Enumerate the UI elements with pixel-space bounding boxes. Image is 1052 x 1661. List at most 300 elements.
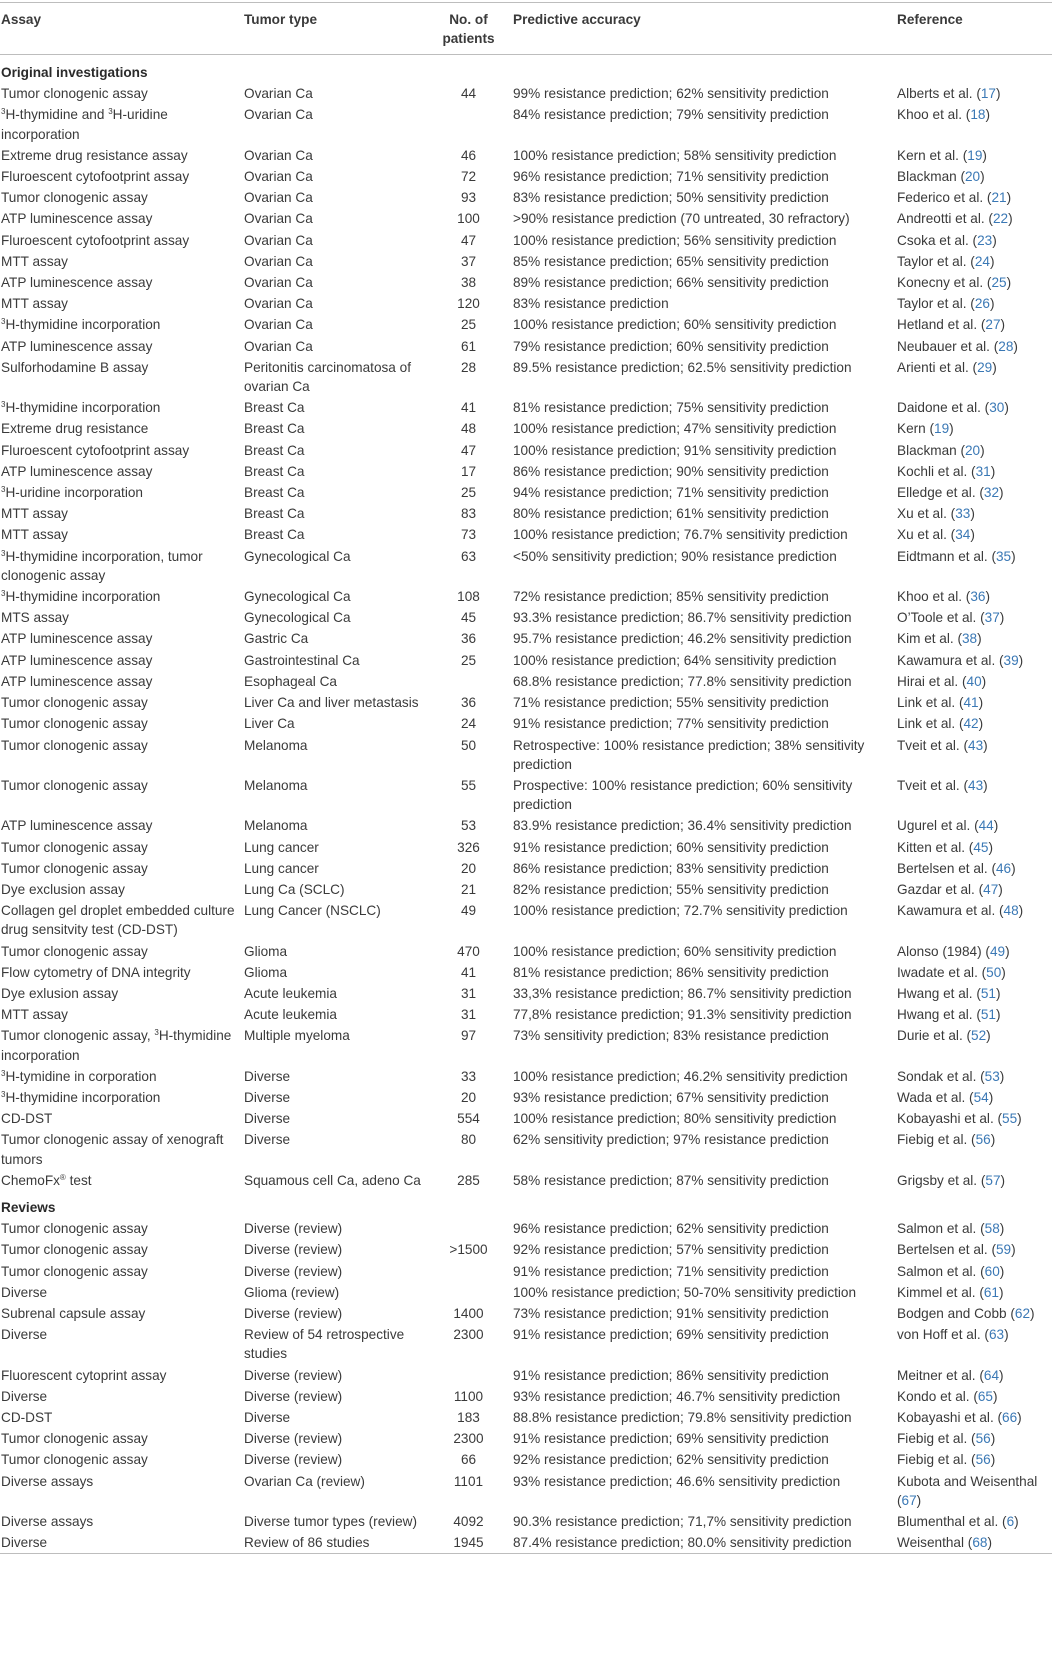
reference-author: Blumenthal et al. bbox=[897, 1514, 999, 1530]
reference-cell: Taylor et al. (26) bbox=[897, 296, 995, 312]
reference-author: Fiebig et al. bbox=[897, 1431, 968, 1447]
reference-number-link[interactable]: 38 bbox=[961, 631, 978, 647]
reference-number-link[interactable]: 33 bbox=[955, 506, 971, 522]
assay-cell bbox=[0, 546, 243, 586]
patients-cell: 285 bbox=[457, 1172, 480, 1188]
table-row bbox=[0, 692, 1052, 713]
tumor-type-cell: Diverse bbox=[244, 1132, 291, 1148]
reference-cell: Kitten et al. (45) bbox=[897, 839, 993, 855]
superscript: 3 bbox=[1, 548, 6, 558]
table-row bbox=[0, 586, 1052, 607]
table-header bbox=[0, 3, 1052, 55]
assay-text: H-tymidine in corporation bbox=[5, 1068, 157, 1084]
assay-cell: MTT assay bbox=[1, 527, 68, 543]
predictive-accuracy-cell: 91% resistance prediction; 69% sensitivity prediction bbox=[513, 1327, 829, 1343]
tumor-type-cell: Diverse bbox=[244, 1111, 291, 1127]
assay-cell: Tumor clonogenic assay bbox=[1, 716, 148, 732]
assay-cell: Diverse bbox=[1, 1388, 48, 1404]
table-row bbox=[0, 607, 1052, 628]
reference-author: Grigsby et al. bbox=[897, 1172, 978, 1188]
reference-number-link[interactable]: 20 bbox=[965, 169, 981, 185]
assay-text: test bbox=[65, 1172, 92, 1188]
predictive-accuracy-cell: 96% resistance prediction; 62% sensitivity prediction bbox=[513, 1221, 829, 1237]
tumor-type-cell: Glioma (review) bbox=[244, 1284, 340, 1300]
reference-author: Tveit et al. bbox=[897, 777, 960, 793]
table-row bbox=[0, 524, 1052, 545]
section-row bbox=[0, 55, 1052, 84]
assay-text: H-uridine incorporation bbox=[1, 107, 168, 142]
reference-author: Link et al. bbox=[897, 695, 956, 711]
superscript: 3 bbox=[154, 1028, 159, 1038]
predictive-accuracy-cell: 91% resistance prediction; 69% sensitivity prediction bbox=[513, 1431, 829, 1447]
tumor-type-cell: Breast Ca bbox=[244, 442, 305, 458]
predictive-accuracy-cell: 96% resistance prediction; 71% sensitivity prediction bbox=[513, 169, 829, 185]
reference-number-link[interactable]: 22 bbox=[992, 211, 1009, 227]
assay-cell bbox=[0, 1066, 243, 1087]
reference-number-link[interactable]: 56 bbox=[975, 1431, 991, 1447]
table-row bbox=[0, 735, 1052, 775]
predictive-accuracy-cell: 81% resistance prediction; 75% sensitivity prediction bbox=[513, 400, 829, 416]
reference-cell: Blumenthal et al. (6) bbox=[897, 1514, 1019, 1530]
assay-cell: CD-DST bbox=[1, 1111, 53, 1127]
predictive-accuracy-cell: 100% resistance prediction; 60% sensitivity prediction bbox=[513, 317, 837, 333]
reference-cell: Konecny et al. (25) bbox=[897, 275, 1012, 291]
reference-author: Sondak et al. bbox=[897, 1068, 977, 1084]
patients-cell: 53 bbox=[460, 818, 477, 834]
tumor-type-cell: Ovarian Ca bbox=[244, 232, 313, 248]
superscript: 3 bbox=[108, 107, 113, 117]
predictive-accuracy-cell: 93% resistance prediction; 67% sensitivity prediction bbox=[513, 1089, 829, 1105]
reference-author: Kobayashi et al. bbox=[897, 1111, 994, 1127]
tumor-type-cell: Glioma bbox=[244, 943, 288, 959]
reference-author: Hirai et al. bbox=[897, 673, 959, 689]
predictive-accuracy-cell: 95.7% resistance prediction; 46.2% sensitivity prediction bbox=[513, 631, 852, 647]
section-row bbox=[0, 1191, 1052, 1218]
reference-number-link[interactable]: 17 bbox=[980, 86, 996, 102]
reference-author: Daidone et al. bbox=[897, 400, 981, 416]
assay-text: H-thymidine incorporation bbox=[5, 317, 161, 333]
assay-text: H-thymidine and bbox=[5, 107, 109, 123]
predictive-accuracy-cell: 93% resistance prediction; 46.6% sensitivity prediction bbox=[513, 1473, 841, 1489]
reference-number-link[interactable]: 39 bbox=[1003, 652, 1019, 668]
assay-cell: Tumor clonogenic assay bbox=[1, 1431, 148, 1447]
reference-cell: Alonso (1984) (49) bbox=[897, 943, 1010, 959]
reference-number-link[interactable]: 48 bbox=[1003, 903, 1019, 919]
reference-author: Blackman bbox=[897, 169, 957, 185]
reference-author: Federico et al. bbox=[897, 190, 984, 206]
table-row bbox=[0, 1170, 1052, 1191]
patients-cell: 37 bbox=[460, 253, 477, 269]
predictive-accuracy-cell: Prospective: 100% resistance prediction; 60% sensitivity prediction bbox=[513, 777, 853, 813]
reference-cell: Kondo et al. (65) bbox=[897, 1388, 998, 1404]
reference-number-link[interactable]: 63 bbox=[988, 1327, 1005, 1343]
reference-cell: Kern (19) bbox=[897, 421, 954, 437]
superscript: 3 bbox=[1, 1089, 6, 1099]
predictive-accuracy-cell: 68.8% resistance prediction; 77.8% sensitivity prediction bbox=[513, 673, 852, 689]
patients-cell: 17 bbox=[460, 463, 477, 479]
predictive-accuracy-cell: 81% resistance prediction; 86% sensitivity prediction bbox=[513, 964, 829, 980]
patients-cell: 326 bbox=[457, 839, 480, 855]
patients-cell: 47 bbox=[460, 232, 477, 248]
reference-cell: Salmon et al. (58) bbox=[897, 1221, 1005, 1237]
reference-number-link[interactable]: 58 bbox=[984, 1221, 1000, 1237]
reference-number-link[interactable]: 45 bbox=[973, 839, 989, 855]
assay-cell: Tumor clonogenic assay bbox=[1, 86, 148, 102]
reference-author: Kim et al. bbox=[897, 631, 954, 647]
assay-cell: Fluroescent cytofootprint assay bbox=[1, 169, 190, 185]
reference-cell: Kubota and Weisenthal (67) bbox=[897, 1473, 1038, 1508]
reference-author: Meitner et al. bbox=[897, 1367, 976, 1383]
predictive-accuracy-cell: 100% resistance prediction; 72.7% sensitivity prediction bbox=[513, 903, 848, 919]
reference-number-link[interactable]: 6 bbox=[1006, 1514, 1015, 1530]
reference-number-link[interactable]: 37 bbox=[984, 610, 1000, 626]
header-tumor-type: Tumor type bbox=[243, 3, 428, 55]
patients-cell: 1101 bbox=[453, 1473, 484, 1489]
reference-number-link[interactable]: 40 bbox=[966, 673, 982, 689]
reference-cell: Xu et al. (33) bbox=[897, 506, 975, 522]
predictive-accuracy-cell: 91% resistance prediction; 77% sensitivity prediction bbox=[513, 716, 829, 732]
assay-text: H-thymidine incorporation bbox=[5, 589, 161, 605]
predictive-accuracy-cell: Retrospective: 100% resistance prediction; 38% sensitivity prediction bbox=[513, 737, 865, 772]
assay-cell: ATP luminescence assay bbox=[1, 652, 153, 668]
assay-text: H-thymidine incorporation bbox=[1, 1028, 232, 1063]
superscript: 3 bbox=[1, 1068, 6, 1078]
reference-cell: Sondak et al. (53) bbox=[897, 1068, 1005, 1084]
patients-cell: 36 bbox=[460, 631, 477, 647]
section-title: Reviews bbox=[1, 1199, 56, 1215]
reference-number-link[interactable]: 52 bbox=[971, 1028, 987, 1044]
reference-cell: Kobayashi et al. (66) bbox=[897, 1410, 1022, 1425]
reference-number-link[interactable]: 61 bbox=[983, 1284, 999, 1300]
patients-cell bbox=[428, 671, 512, 692]
table-row bbox=[0, 357, 1052, 397]
reference-cell: Andreotti et al. (22) bbox=[897, 211, 1013, 227]
predictive-accuracy-cell: 100% resistance prediction; 91% sensitivity prediction bbox=[513, 442, 837, 458]
table-row bbox=[0, 336, 1052, 357]
table-row bbox=[0, 713, 1052, 734]
reference-number-link[interactable]: 42 bbox=[963, 716, 979, 732]
table-row bbox=[0, 1303, 1052, 1324]
superscript: 3 bbox=[1, 589, 6, 599]
reference-author: Kondo et al. bbox=[897, 1388, 970, 1404]
tumor-type-cell: Gynecological Ca bbox=[244, 548, 351, 564]
assay-cell: Diverse assays bbox=[1, 1514, 94, 1530]
reference-author: Bertelsen et al. bbox=[897, 1242, 988, 1258]
assay-text: ChemoFx bbox=[1, 1172, 60, 1188]
assay-cell: Sulforhodamine B assay bbox=[1, 359, 149, 375]
assay-cell: ATP luminescence assay bbox=[1, 338, 153, 354]
reference-number-link[interactable]: 50 bbox=[986, 964, 1002, 980]
tumor-type-cell: Lung Cancer (NSCLC) bbox=[244, 903, 381, 919]
assay-cell: Diverse assays bbox=[1, 1473, 94, 1489]
patients-cell bbox=[428, 1218, 512, 1239]
reference-number-link[interactable]: 24 bbox=[974, 253, 990, 269]
predictive-accuracy-cell: 71% resistance prediction; 55% sensitivity prediction bbox=[513, 695, 829, 711]
reference-cell: Grigsby et al. (57) bbox=[897, 1172, 1006, 1188]
reference-cell: Arienti et al. (29) bbox=[897, 359, 997, 375]
predictive-accuracy-cell: 93% resistance prediction; 46.7% sensitivity prediction bbox=[513, 1388, 841, 1404]
reference-author: Weisenthal bbox=[897, 1535, 964, 1551]
table-row bbox=[0, 1282, 1052, 1303]
tumor-type-cell: Diverse (review) bbox=[244, 1367, 343, 1383]
table-row bbox=[0, 1087, 1052, 1108]
reference-author: Salmon et al. bbox=[897, 1263, 977, 1279]
reference-author: Tveit et al. bbox=[897, 737, 960, 753]
patients-cell: 55 bbox=[460, 777, 477, 793]
predictive-accuracy-cell: 91% resistance prediction; 71% sensitivity prediction bbox=[513, 1263, 829, 1279]
predictive-accuracy-cell: 85% resistance prediction; 65% sensitivity prediction bbox=[513, 253, 829, 269]
table-row bbox=[0, 650, 1052, 671]
reference-number-link[interactable]: 51 bbox=[980, 985, 996, 1001]
assay-accuracy-table bbox=[0, 2, 1052, 1554]
tumor-type-cell: Ovarian Ca bbox=[244, 275, 313, 291]
patients-cell: 120 bbox=[457, 296, 480, 312]
predictive-accuracy-cell: 80% resistance prediction; 61% sensitivity prediction bbox=[513, 506, 829, 522]
tumor-type-cell: Breast Ca bbox=[244, 421, 305, 437]
reference-number-link[interactable]: 44 bbox=[978, 818, 994, 834]
patients-cell: 83 bbox=[460, 506, 477, 522]
reference-cell: Durie et al. (52) bbox=[897, 1028, 991, 1044]
reference-cell: Gazdar et al. (47) bbox=[897, 881, 1003, 897]
predictive-accuracy-cell: 90.3% resistance prediction; 71,7% sensitivity prediction bbox=[513, 1514, 852, 1530]
header-patients bbox=[428, 3, 512, 55]
assay-cell: ATP luminescence assay bbox=[1, 818, 153, 834]
reference-number-link[interactable]: 26 bbox=[974, 296, 990, 312]
reference-author: Kubota and Weisenthal bbox=[897, 1473, 1038, 1489]
table-row bbox=[0, 230, 1052, 251]
reference-number-link[interactable]: 18 bbox=[970, 107, 986, 123]
reference-author: Alonso (1984) bbox=[897, 943, 982, 959]
tumor-type-cell: Review of 54 retrospective studies bbox=[244, 1327, 405, 1362]
reference-number-link[interactable]: 19 bbox=[967, 147, 983, 163]
predictive-accuracy-cell: 86% resistance prediction; 90% sensitivity prediction bbox=[513, 463, 829, 479]
tumor-type-cell: Ovarian Ca (review) bbox=[244, 1473, 365, 1489]
reference-author: Kern bbox=[897, 421, 926, 437]
assay-cell: Extreme drug resistance bbox=[1, 421, 149, 437]
tumor-type-cell: Gastric Ca bbox=[244, 631, 309, 647]
reference-author: Alberts et al. bbox=[897, 86, 973, 102]
reference-author: Xu et al. bbox=[897, 506, 947, 522]
patients-cell: 1400 bbox=[453, 1305, 484, 1321]
patients-cell: 36 bbox=[460, 695, 477, 711]
assay-cell: Extreme drug resistance assay bbox=[1, 147, 188, 163]
reference-number-link[interactable]: 43 bbox=[968, 737, 984, 753]
patients-cell: 44 bbox=[460, 86, 477, 102]
patients-cell: 38 bbox=[460, 275, 477, 291]
reference-number-link[interactable]: 51 bbox=[980, 1007, 996, 1023]
patients-cell: 2300 bbox=[453, 1431, 484, 1447]
assay-cell: Tumor clonogenic assay bbox=[1, 1452, 148, 1468]
patients-cell: 100 bbox=[457, 211, 480, 227]
predictive-accuracy-cell: 73% sensitivity prediction; 83% resistance prediction bbox=[513, 1028, 829, 1044]
reference-author: Gazdar et al. bbox=[897, 881, 975, 897]
table-row bbox=[0, 983, 1052, 1004]
patients-cell: 72 bbox=[460, 169, 477, 185]
assay-text: H-thymidine incorporation bbox=[5, 400, 161, 416]
reference-author: Kawamura et al. bbox=[897, 903, 996, 919]
tumor-type-cell: Gynecological Ca bbox=[244, 589, 351, 605]
predictive-accuracy-cell: 100% resistance prediction; 60% sensitivity prediction bbox=[513, 943, 837, 959]
reference-author: Hetland et al. bbox=[897, 317, 978, 333]
table-row bbox=[0, 1218, 1052, 1239]
assay-cell: Dye exclusion assay bbox=[1, 881, 125, 897]
patients-cell: 66 bbox=[460, 1452, 477, 1468]
assay-cell: Tumor clonogenic assay bbox=[1, 190, 148, 206]
reference-number-link[interactable]: 43 bbox=[968, 777, 984, 793]
tumor-type-cell: Diverse (review) bbox=[244, 1305, 343, 1321]
reference-number-link[interactable]: 34 bbox=[955, 527, 971, 543]
reference-number-link[interactable]: 64 bbox=[983, 1367, 1000, 1383]
assay-cell: Flow cytometry of DNA integrity bbox=[1, 964, 191, 980]
reference-number-link[interactable]: 55 bbox=[1002, 1111, 1018, 1127]
reference-number-link[interactable]: 54 bbox=[973, 1089, 989, 1105]
assay-cell: Subrenal capsule assay bbox=[1, 1305, 146, 1321]
patients-cell bbox=[428, 1282, 512, 1303]
predictive-accuracy-cell: 100% resistance prediction; 58% sensitivity prediction bbox=[513, 147, 837, 163]
patients-cell: 63 bbox=[460, 548, 477, 564]
reference-number-link[interactable]: 25 bbox=[991, 275, 1007, 291]
table-row bbox=[0, 83, 1052, 104]
reference-number-link[interactable]: 41 bbox=[963, 695, 979, 711]
table-row bbox=[0, 208, 1052, 229]
assay-cell: Diverse bbox=[0, 1532, 243, 1554]
reference-number-link[interactable]: 36 bbox=[970, 589, 986, 605]
reference-number-link[interactable]: 56 bbox=[975, 1452, 991, 1468]
reference-cell: Blackman (20) bbox=[897, 442, 985, 458]
predictive-accuracy-cell: 100% resistance prediction; 47% sensitivity prediction bbox=[513, 421, 837, 437]
table-row bbox=[0, 1386, 1052, 1407]
predictive-accuracy-cell: <50% sensitivity prediction; 90% resistance prediction bbox=[513, 548, 837, 564]
reference-number-link[interactable]: 53 bbox=[984, 1068, 1000, 1084]
reference-number-link[interactable]: 62 bbox=[1014, 1305, 1031, 1321]
table-row bbox=[0, 628, 1052, 649]
reference-cell: Kobayashi et al. (55) bbox=[897, 1111, 1022, 1127]
reference-cell: Hwang et al. (51) bbox=[897, 985, 1001, 1001]
reference-number-link[interactable]: 57 bbox=[985, 1172, 1001, 1188]
tumor-type-cell: Ovarian Ca bbox=[244, 296, 313, 312]
predictive-accuracy-cell: 92% resistance prediction; 57% sensitivity prediction bbox=[513, 1242, 829, 1258]
table-row bbox=[0, 1066, 1052, 1087]
reference-author: Hwang et al. bbox=[897, 985, 973, 1001]
reference-number-link[interactable]: 56 bbox=[975, 1132, 991, 1148]
reference-author: Taylor et al. bbox=[897, 296, 967, 312]
reference-cell: Fiebig et al. (56) bbox=[897, 1132, 996, 1148]
reference-author: Ugurel et al. bbox=[897, 818, 971, 834]
assay-cell bbox=[0, 397, 243, 418]
assay-cell: Tumor clonogenic assay bbox=[1, 1221, 148, 1237]
reference-author: Arienti et al. bbox=[897, 359, 969, 375]
reference-author: von Hoff et al. bbox=[897, 1327, 981, 1343]
tumor-type-cell: Breast Ca bbox=[244, 400, 305, 416]
reference-number-link[interactable]: 60 bbox=[984, 1263, 1000, 1279]
assay-text: H-thymidine incorporation bbox=[5, 1089, 161, 1105]
reference-cell: O’Toole et al. (37) bbox=[897, 610, 1005, 626]
reference-number-link[interactable]: 49 bbox=[989, 943, 1006, 959]
patients-cell: 31 bbox=[460, 1007, 477, 1023]
reference-author: Khoo et al. bbox=[897, 589, 962, 605]
patients-cell bbox=[428, 104, 512, 144]
assay-cell: Tumor clonogenic assay bbox=[1, 695, 148, 711]
reference-author: Salmon et al. bbox=[897, 1221, 977, 1237]
reference-number-link[interactable]: 35 bbox=[996, 548, 1012, 564]
table-row bbox=[0, 815, 1052, 836]
table-row bbox=[0, 1239, 1052, 1260]
predictive-accuracy-cell: 77,8% resistance prediction; 91.3% sensitivity prediction bbox=[513, 1007, 852, 1023]
reference-number-link[interactable]: 46 bbox=[996, 860, 1012, 876]
table-row bbox=[0, 775, 1052, 815]
tumor-type-cell: Acute leukemia bbox=[244, 1007, 337, 1023]
reference-number-link[interactable]: 30 bbox=[989, 400, 1005, 416]
assay-cell bbox=[0, 314, 243, 335]
reference-number-link[interactable]: 66 bbox=[1002, 1410, 1018, 1425]
reference-author: Neubauer et al. bbox=[897, 338, 990, 354]
tumor-type-cell: Lung cancer bbox=[244, 839, 319, 855]
reference-cell: Tveit et al. (43) bbox=[897, 777, 988, 793]
reference-number-link[interactable]: 31 bbox=[975, 463, 991, 479]
predictive-accuracy-cell: 87.4% resistance prediction; 80.0% sensitivity prediction bbox=[512, 1532, 896, 1554]
reference-cell: Meitner et al. (64) bbox=[897, 1367, 1004, 1383]
patients-cell: 470 bbox=[457, 943, 480, 959]
predictive-accuracy-cell: 73% resistance prediction; 91% sensitivity prediction bbox=[513, 1305, 829, 1321]
reference-cell: Hirai et al. (40) bbox=[897, 673, 987, 689]
reference-number-link[interactable]: 32 bbox=[983, 485, 1000, 501]
header-predictive-accuracy: Predictive accuracy bbox=[512, 3, 896, 55]
reference-cell: Link et al. (41) bbox=[897, 695, 984, 711]
assay-cell: MTT assay bbox=[1, 506, 68, 522]
reference-number-link[interactable]: 68 bbox=[972, 1535, 988, 1551]
reference-number-link[interactable]: 29 bbox=[977, 359, 993, 375]
tumor-type-cell: Melanoma bbox=[244, 737, 308, 753]
predictive-accuracy-cell: 91% resistance prediction; 86% sensitivity prediction bbox=[513, 1367, 829, 1383]
assay-cell: Fluroescent cytofootprint assay bbox=[1, 442, 190, 458]
predictive-accuracy-cell: 83.9% resistance prediction; 36.4% sensitivity prediction bbox=[513, 818, 852, 834]
reference-number-link[interactable]: 21 bbox=[991, 190, 1007, 206]
reference-number-link[interactable]: 20 bbox=[965, 442, 981, 458]
tumor-type-cell: Ovarian Ca bbox=[244, 169, 313, 185]
assay-cell: ATP luminescence assay bbox=[1, 463, 153, 479]
patients-cell: 73 bbox=[460, 527, 477, 543]
superscript: 3 bbox=[1, 317, 6, 327]
reference-number-link[interactable]: 23 bbox=[977, 232, 993, 248]
reference-number-link[interactable]: 47 bbox=[983, 881, 999, 897]
reference-number-link[interactable]: 19 bbox=[934, 421, 950, 437]
predictive-accuracy-cell: 100% resistance prediction; 80% sensitivity prediction bbox=[513, 1111, 837, 1127]
table-row bbox=[0, 418, 1052, 439]
reference-author: Kitten et al. bbox=[897, 839, 966, 855]
reference-author: Konecny et al. bbox=[897, 275, 984, 291]
table-row bbox=[0, 1261, 1052, 1282]
predictive-accuracy-cell: 100% resistance prediction; 76.7% sensitivity prediction bbox=[513, 527, 848, 543]
reference-cell: Kimmel et al. (61) bbox=[897, 1284, 1004, 1300]
reference-author: Hwang et al. bbox=[897, 1007, 973, 1023]
reference-cell: Kawamura et al. (48) bbox=[897, 903, 1024, 919]
reference-number-link[interactable]: 27 bbox=[985, 317, 1001, 333]
patients-cell: 183 bbox=[457, 1410, 480, 1425]
predictive-accuracy-cell: 100% resistance prediction; 56% sensitivity prediction bbox=[513, 232, 837, 248]
reference-cell: Eidtmann et al. (35) bbox=[897, 548, 1016, 564]
reference-number-link[interactable]: 67 bbox=[901, 1492, 917, 1508]
patients-cell: 1100 bbox=[453, 1388, 484, 1404]
tumor-type-cell: Ovarian Ca bbox=[244, 86, 313, 102]
assay-text: Tumor clonogenic assay, bbox=[1, 1028, 155, 1044]
reference-number-link[interactable]: 28 bbox=[998, 338, 1014, 354]
table-row bbox=[0, 837, 1052, 858]
patients-cell: 25 bbox=[460, 317, 477, 333]
reference-number-link[interactable]: 65 bbox=[977, 1388, 993, 1404]
assay-text: H-thymidine incorporation, tumor clonogenic assay bbox=[1, 548, 203, 583]
predictive-accuracy-cell: 33,3% resistance prediction; 86.7% sensitivity prediction bbox=[513, 985, 852, 1001]
reference-number-link[interactable]: 59 bbox=[996, 1242, 1012, 1258]
